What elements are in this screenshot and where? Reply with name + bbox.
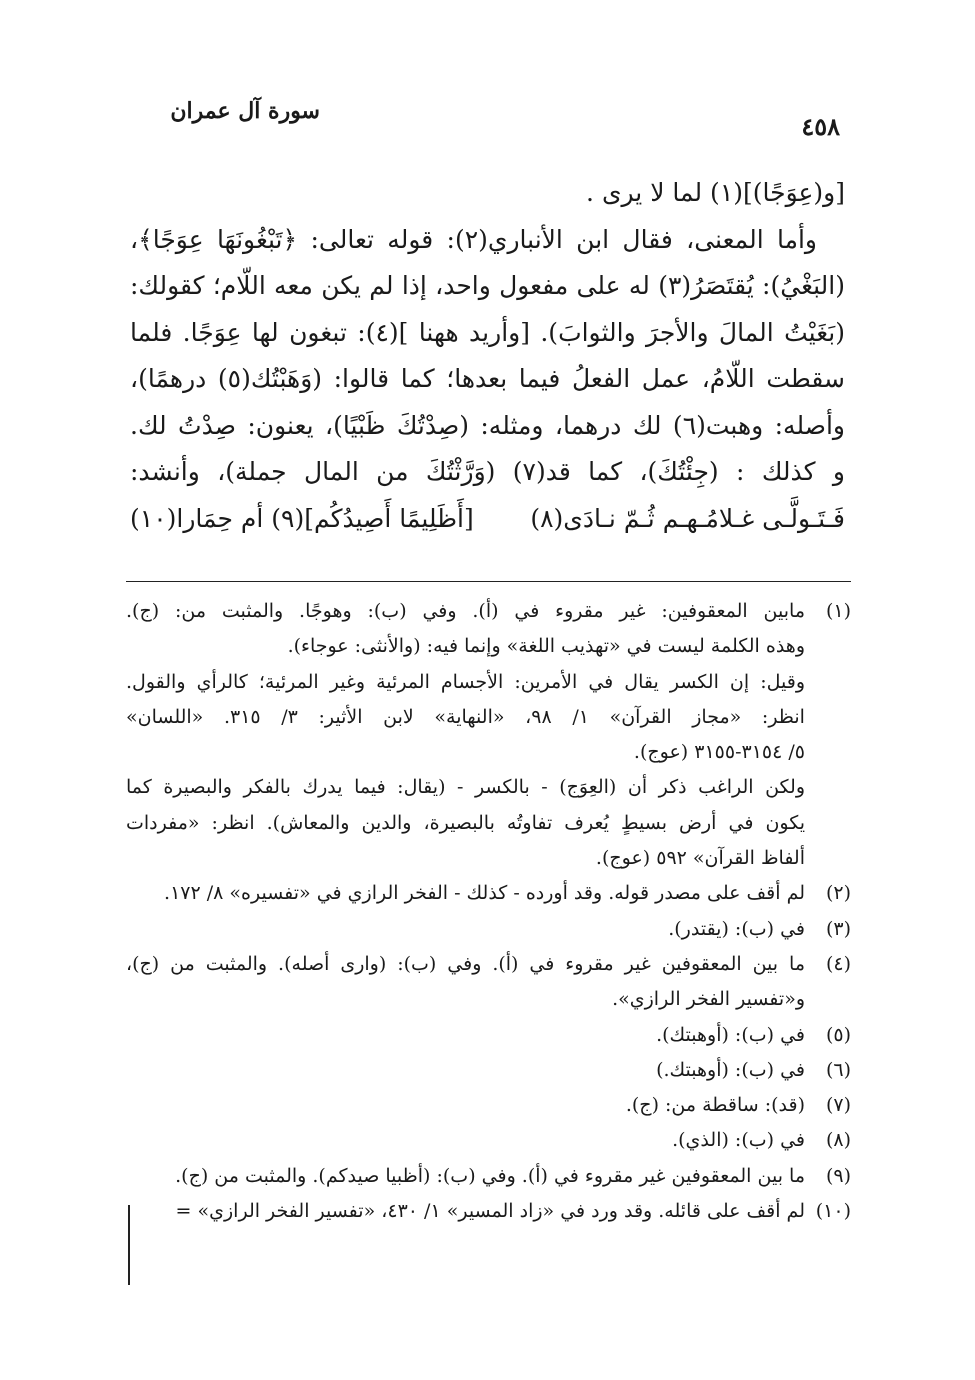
footnote-text — [126, 1018, 805, 1053]
footnote-text — [126, 1123, 805, 1158]
footnote-text — [126, 1088, 805, 1123]
footnote-line: لم أقف على مصدر قوله. وقد أورده - كذلك - الفخر الرازي في «تفسيره» ٨/ ١٧٢. — [164, 882, 805, 905]
footnote-number: (٨) — [825, 1129, 851, 1152]
footnote-line: و«تفسير الفخر الرازي». — [612, 988, 805, 1011]
footnote-line: ما بين المعقوفين غير مقروء في (أ). وفي (ب): (أظبيا صيدكم). والمثبت من (ج). — [175, 1164, 805, 1187]
footnote-number: (٦) — [825, 1058, 851, 1081]
footnote — [126, 876, 851, 911]
footnote — [126, 1088, 851, 1123]
footnote-text — [126, 947, 805, 1018]
footnote — [126, 594, 851, 876]
footnote — [126, 912, 851, 947]
footnote-line: في (ب): (أوهبتك). — [656, 1023, 805, 1046]
body-line: سقطت اللّامُ، عمل الفعلُ فيما بعدها؛ كما قالوا: (وَهَبْتُك(٥) درهمًا)، — [130, 364, 845, 393]
footnote-line: في (ب): (أوهبتك.) — [656, 1058, 805, 1081]
footnote-text — [126, 1194, 805, 1229]
verse-second-hemistich: [أَظَلِيمًا أَصِيدُكُم](٩) أم حِمَارا(١٠) — [130, 503, 474, 533]
footnote-text — [126, 1053, 805, 1088]
footnote — [126, 1053, 851, 1088]
footnote-divider — [126, 581, 851, 582]
footnote-number: (٢) — [825, 882, 851, 905]
footnote-text — [126, 912, 805, 947]
footnote-line: ٥/ ٣١٥٤-٣١٥٥ (عوج). — [633, 741, 805, 764]
poetry-verse — [130, 496, 845, 543]
body-line: (البَغْيُ): يُقتَصَرُ(٣) له على مفعول واحد، إذا لم يكن معه اللّام؛ كقولك: — [130, 271, 845, 300]
margin-rule — [128, 1205, 130, 1285]
footnote-line: في (ب): (الذي). — [672, 1129, 805, 1152]
footnote-line: وهذه الكلمة ليست في «تهذيب اللغة» وإنما فيه: (والأنثى: عوجاء). — [287, 635, 805, 658]
footnote-line: مابين المعقوفين: غير مقروء في (أ). وفي (ب): وهوجًا. والمثبت من: (ج). — [126, 600, 805, 622]
footnote-number: (٧) — [825, 1094, 851, 1117]
footnote-line: وقيل: إن الكسر يقال في الأمرين: الأجسام المرئية وغير المرئية؛ كالرأي والقول. — [126, 670, 805, 693]
body-line: و كذلك : (جِئْتُكَ)، كما قد(٧) (وَرَّثْتُكَ من المال جملة)، وأنشد: — [130, 457, 845, 486]
footnote-text — [126, 1159, 805, 1194]
footnote-number: (١) — [825, 600, 851, 622]
footnote-line: انظر: «مجاز القرآن» ١/ ٩٨، «النهاية» لابن الأثير: ٣/ ٣١٥. «اللسان» — [126, 705, 805, 728]
footnote-number: (٣) — [825, 917, 851, 940]
footnote-line: ما بين المعقوفين غير مقروء في (أ). وفي (ب): (وارى أصله). والمثبت من (ج)، — [126, 952, 805, 975]
running-header-title: سورة آل عمران — [170, 98, 320, 124]
footnote — [126, 1194, 851, 1229]
footnote — [126, 1018, 851, 1053]
footnote-line: لم أقف على قائله. وقد ورد في «زاد المسير» ١/ ٤٣٠، «تفسير الفخر الرازي» = — [175, 1200, 805, 1223]
body-line: [و(عِوَجًا)](١) لما لا يرى . — [586, 178, 845, 207]
footnote — [126, 1159, 851, 1194]
footnote-number: (٥) — [825, 1023, 851, 1046]
footnote-number: (٩) — [825, 1164, 851, 1187]
footnote-line: ولكن الراغب ذكر أن (العِوَج) - بالكسر - (يقال: فيما يدرك بالفكر والبصيرة كما — [126, 776, 805, 799]
body-line: وأصله: وهبت(٦) لك درهما، ومثله: (صِدْتُكَ ظَبْيًا)، يعنون: صِدْتُ لك. — [130, 410, 845, 440]
footnote — [126, 947, 851, 1018]
footnote-line: ألفاظ القرآن» ٥٩٢ (عوج). — [595, 847, 805, 870]
footnotes — [126, 594, 851, 1229]
footnote-text — [126, 876, 805, 911]
body-line: وأما المعنى، فقال ابن الأنباري(٢): قوله تعالى: ﴿تَبْغُونَهَا عِوَجًا﴾، — [130, 224, 817, 254]
footnote-line: (قد): ساقطة من: (ج). — [625, 1094, 805, 1117]
footnote-line: في (ب): (يقتدر). — [668, 917, 805, 940]
body-line: (بَغَيْتُ المالَ والأجرَ والثوابَ). [وأريد ههنا ](٤): تبغون لها عِوَجًا. فلما — [130, 317, 845, 347]
main-text — [130, 170, 845, 542]
footnote-number: (١٠) — [815, 1200, 851, 1223]
footnote — [126, 1123, 851, 1158]
footnote-number: (٤) — [825, 952, 851, 975]
verse-first-hemistich: فَـتَـولَّـى غـلامُـهـم ثُـمّ نـادَى(٨) — [530, 503, 845, 533]
footnote-text — [126, 594, 805, 876]
footnote-line: يكون في أرض بسيطٍ يُعرف تفاوتُه بالبصيرة، والدين والمعاش). انظر: «مفردات — [126, 811, 805, 834]
page-number: ٤٥٨ — [801, 112, 840, 141]
